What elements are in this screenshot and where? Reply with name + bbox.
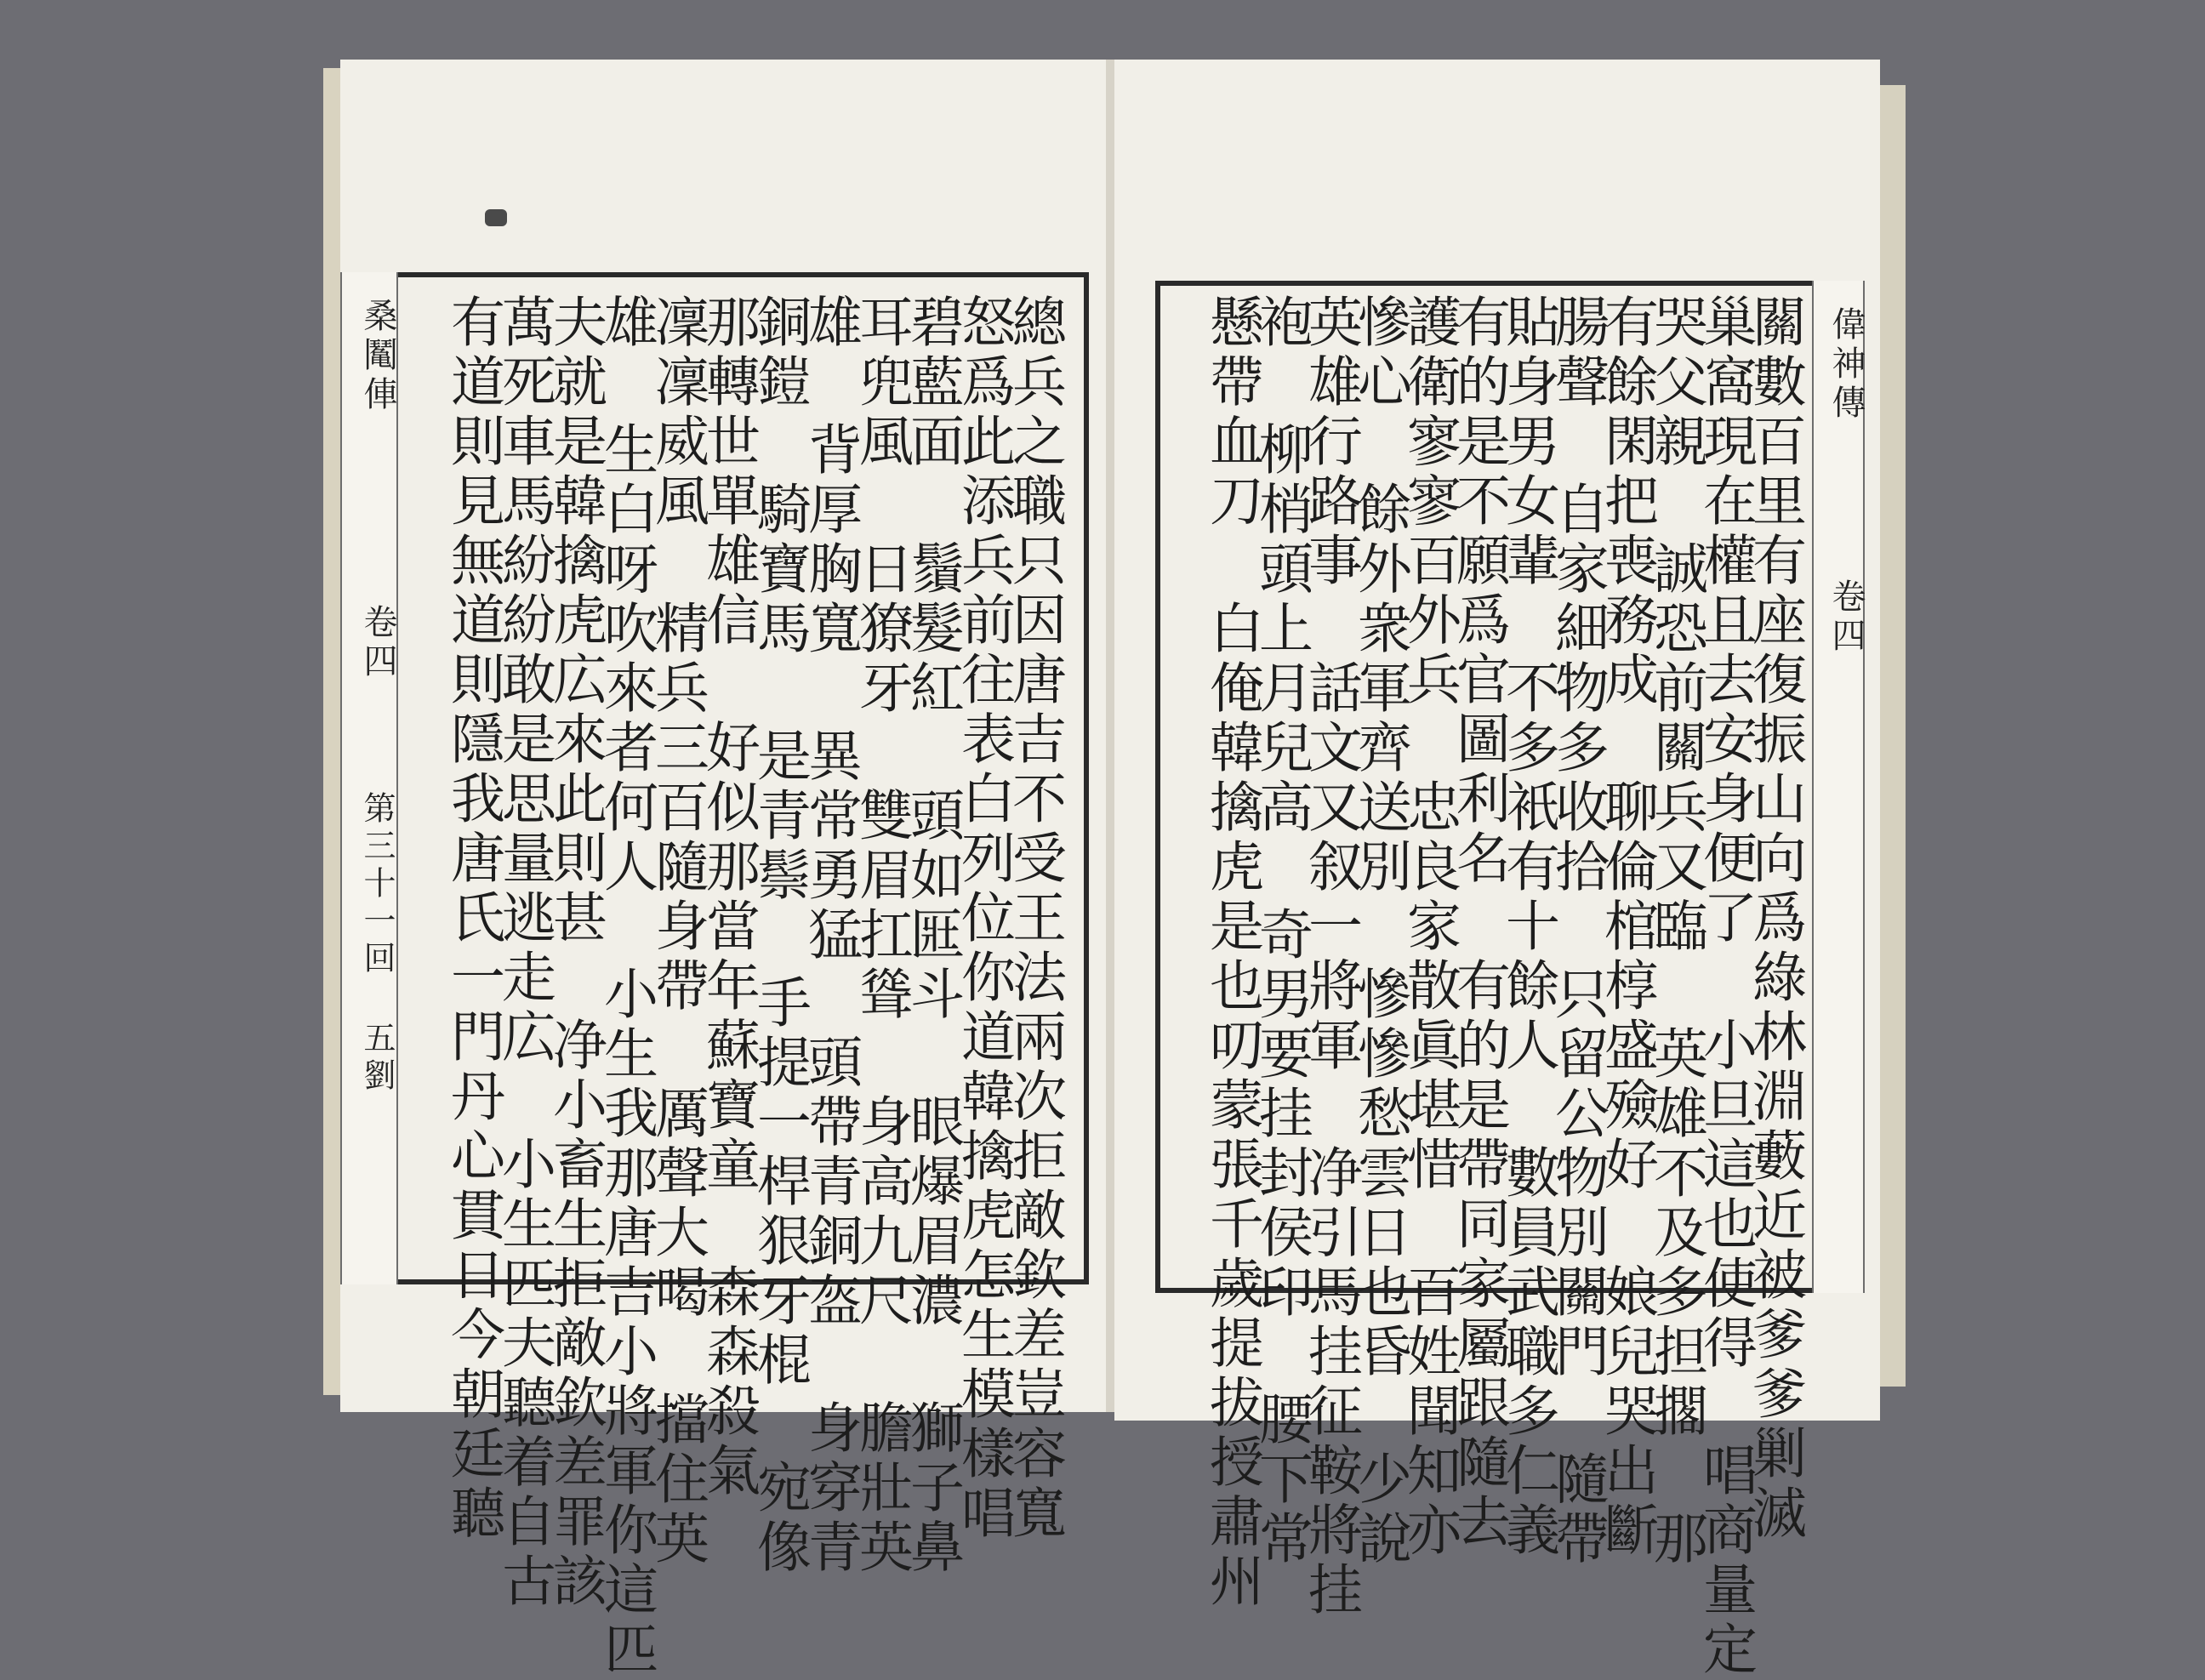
right-column: 貼身男女輩 不多衹有十餘人 數員武職多仁義 xyxy=(1496,293,1559,1561)
left-fold-chapter: 第三十一回 五劉 xyxy=(358,791,396,1096)
left-column: 銅鎧 騎寶馬 是青鬃 手提一桿狠牙棍 宛像 xyxy=(748,293,811,1578)
right-fold-title: 偉神傳 xyxy=(1826,306,1866,424)
left-fold-volume: 卷四 xyxy=(358,604,397,682)
left-column: 怒爲此添兵前往表白列位你道韓擒虎怎生模樣唱 xyxy=(952,293,1015,1544)
left-column: 萬死車馬紛紛敢是思量逃走広 小生匹夫聽着自古 xyxy=(493,293,556,1612)
left-page xyxy=(340,60,1114,1680)
right-column: 懸帶血刀 白俺韓擒虎是也叨蒙張千歲提拔授肅州 xyxy=(1200,293,1263,1612)
left-column: 有道則見無道則隱我唐氏一門丹心貫日今朝廷聽 xyxy=(442,293,504,1544)
left-column: 耳兜風 日獠牙 雙眉扛聳 身高九尺 膽壯英 xyxy=(850,293,913,1578)
right-page xyxy=(1114,60,1880,1680)
left-fold-title: 桑䰗俥 xyxy=(358,298,397,415)
left-column: 夫就是韓擒虎広來此則甚 净小畜生拒敵欽差罪該 xyxy=(544,293,607,1612)
right-column: 袍 柳梢頭上月兒高 奇男要挂封侯印 腰下常 xyxy=(1250,293,1313,1569)
left-column: 碧藍面 鬚髮紅 頭如匨斗 眼爆眉濃 獅子鼻 xyxy=(901,293,964,1578)
left-column: 那轉世單雄信 好似那當年蘇寶童 森森殺氣 xyxy=(697,293,760,1501)
left-column: 雄 背厚胸寬 異常勇猛 頭帶青銅盔 身穿青 xyxy=(799,293,862,1578)
right-column: 有的是不願爲官圖利名 有的是帶同家屬跟隨去 xyxy=(1447,293,1510,1552)
right-page-fold-margin xyxy=(1812,281,1865,1293)
ink-smudge xyxy=(485,209,507,226)
right-column: 巢窩現在權且去安身便了 小旦這也使得 唱商量定 xyxy=(1694,293,1757,1680)
right-column: 有餘閑把喪務成 聊倫棺椁盛殮好 娘兒哭出斷 xyxy=(1595,293,1658,1561)
left-column: 雄 生白呀吹來者何人 小生我那唐吉小將軍你這匹 xyxy=(595,293,658,1680)
right-column: 哭父親 誠恐前關兵又臨 英雄不及多担擱 那 xyxy=(1644,293,1707,1569)
right-column: 英雄行路事 話文又叙一將軍 净引馬挂征鞍將挂 xyxy=(1299,293,1362,1620)
left-column: 凜凜威風 精兵三百隨身帶 厲聲大喝 擋住英 xyxy=(646,293,709,1569)
right-fold-volume: 卷四 xyxy=(1826,578,1866,657)
right-column: 腸聲 自家細物多收拾 只留公物別關門 隨帶 xyxy=(1546,293,1609,1569)
left-column: 總兵之職只因唐吉不受王法兩次拒敵欽差豈容寬 xyxy=(1003,293,1066,1544)
right-column: 關數百里有座復振山向爲綠林淵藪近被爹爹剿滅 xyxy=(1743,293,1806,1544)
right-column: 護衛寥寥百外兵 忠良家散眞堪惜 百姓聞知亦 xyxy=(1398,293,1461,1561)
right-column: 慘心 餘外衆軍齊送別 慘慘愁雲日也昏 少說 xyxy=(1348,293,1411,1569)
left-page-fold-margin xyxy=(340,272,398,1284)
